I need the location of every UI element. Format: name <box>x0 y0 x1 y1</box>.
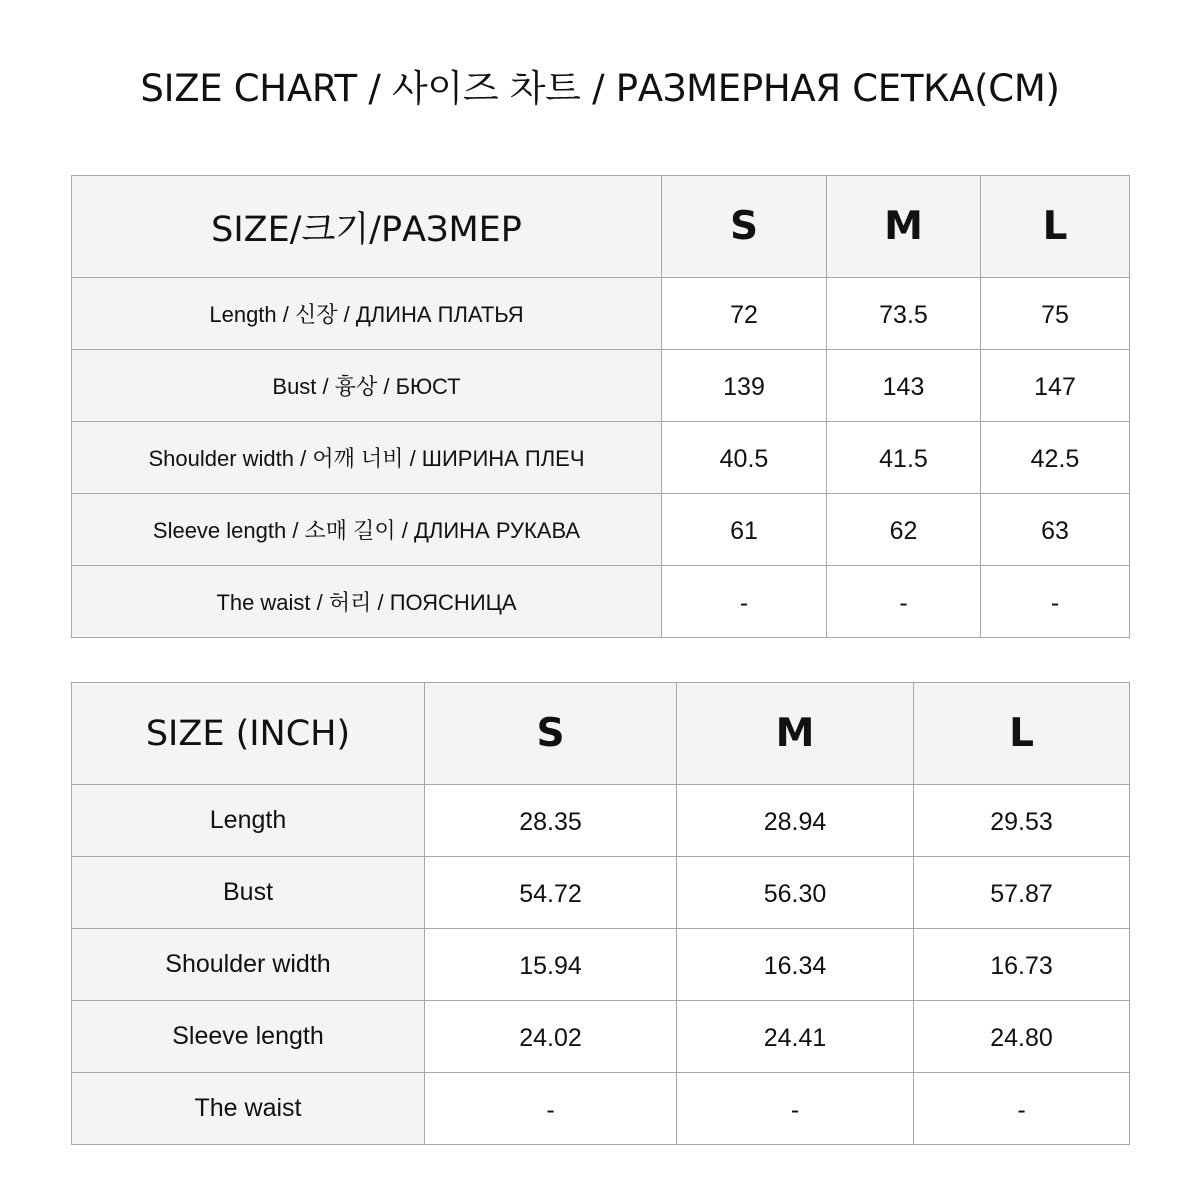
row-label-bust: Bust / 흉상 / БЮСТ <box>72 350 662 422</box>
table-cell: 41.5 <box>827 422 981 494</box>
table-cell: 24.80 <box>914 1001 1130 1073</box>
row-label-shoulder-width: Shoulder width / 어깨 너비 / ШИРИНА ПЛЕЧ <box>72 422 662 494</box>
table-cell: 73.5 <box>827 278 981 350</box>
table-row <box>72 1001 1130 1073</box>
table-cell: - <box>662 566 827 638</box>
table-cell: 147 <box>981 350 1130 422</box>
size-table-cm <box>71 175 1130 638</box>
row-label-shoulder-width: Shoulder width <box>72 929 425 1001</box>
row-label-sleeve-length: Sleeve length <box>72 1001 425 1073</box>
table-row <box>72 422 1130 494</box>
table-cell: 139 <box>662 350 827 422</box>
table-cell: 61 <box>662 494 827 566</box>
table-row <box>72 278 1130 350</box>
table-cell: 57.87 <box>914 857 1130 929</box>
table-cell: 62 <box>827 494 981 566</box>
table-cell: 54.72 <box>425 857 677 929</box>
size-header-label: SIZE (INCH) <box>72 683 425 785</box>
table-cell: 28.94 <box>677 785 914 857</box>
row-label-length: Length <box>72 785 425 857</box>
table-cell: 63 <box>981 494 1130 566</box>
row-label-waist: The waist <box>72 1073 425 1145</box>
table-row <box>72 1073 1130 1145</box>
table-cell: 143 <box>827 350 981 422</box>
table-cell: 24.41 <box>677 1001 914 1073</box>
row-label-length: Length / 신장 / ДЛИНА ПЛАТЬЯ <box>72 278 662 350</box>
size-header-s: S <box>662 176 827 278</box>
table-cell: 29.53 <box>914 785 1130 857</box>
size-header-l: L <box>914 683 1130 785</box>
table-cell: - <box>827 566 981 638</box>
table-header-row <box>72 176 1130 278</box>
size-table-inch <box>71 682 1130 1145</box>
table-cell: 75 <box>981 278 1130 350</box>
size-header-m: M <box>677 683 914 785</box>
table-cell: 15.94 <box>425 929 677 1001</box>
table-row <box>72 857 1130 929</box>
table-cell: 16.73 <box>914 929 1130 1001</box>
page-title: SIZE CHART / 사이즈 차트 / РАЗМЕРНАЯ СЕТКА(CM) <box>140 67 1060 110</box>
size-header-s: S <box>425 683 677 785</box>
table-cell: - <box>425 1073 677 1145</box>
table-cell: - <box>677 1073 914 1145</box>
size-header-m: M <box>827 176 981 278</box>
size-header-label: SIZE/크기/РАЗМЕР <box>72 176 662 278</box>
table-row <box>72 929 1130 1001</box>
table-cell: 16.34 <box>677 929 914 1001</box>
table-row <box>72 566 1130 638</box>
table-row <box>72 785 1130 857</box>
table-cell: - <box>981 566 1130 638</box>
table-row <box>72 350 1130 422</box>
table-cell: 24.02 <box>425 1001 677 1073</box>
table-cell: 72 <box>662 278 827 350</box>
row-label-waist: The waist / 허리 / ПОЯСНИЦА <box>72 566 662 638</box>
table-row <box>72 494 1130 566</box>
table-cell: 42.5 <box>981 422 1130 494</box>
table-cell: - <box>914 1073 1130 1145</box>
row-label-sleeve-length: Sleeve length / 소매 길이 / ДЛИНА РУКАВА <box>72 494 662 566</box>
row-label-bust: Bust <box>72 857 425 929</box>
size-header-l: L <box>981 176 1130 278</box>
table-cell: 28.35 <box>425 785 677 857</box>
table-cell: 40.5 <box>662 422 827 494</box>
table-cell: 56.30 <box>677 857 914 929</box>
table-header-row <box>72 683 1130 785</box>
